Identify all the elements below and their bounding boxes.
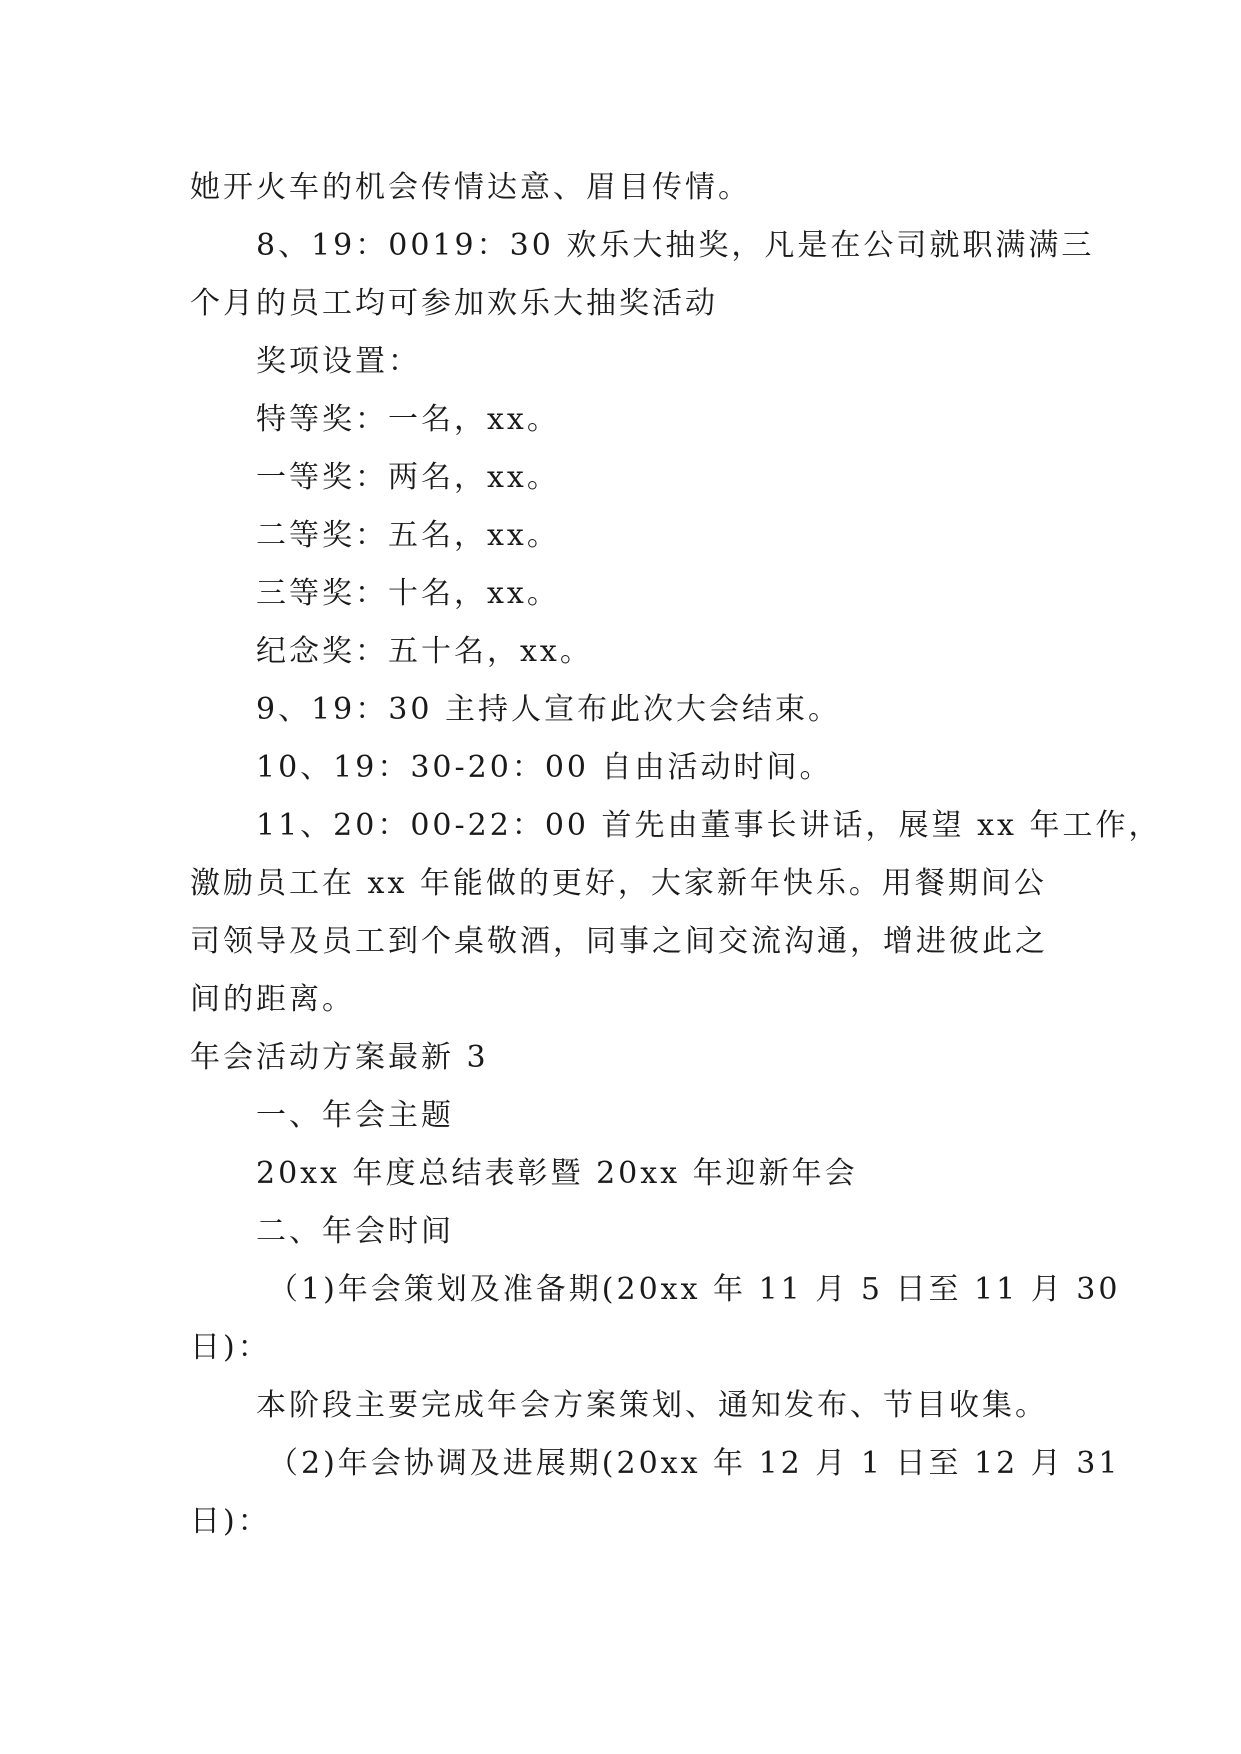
prize-line: 特等奖：一名，xx。 <box>256 402 560 437</box>
paragraph-line: 11、20：00-22：00 首先由董事长讲话，展望 xx 年工作， <box>256 808 1162 843</box>
paragraph-line: 个月的员工均可参加欢乐大抽奖活动 <box>190 286 718 321</box>
paragraph-line: 激励员工在 xx 年能做的更好，大家新年快乐。用餐期间公 <box>190 866 1047 901</box>
paragraph-line: 司领导及员工到个桌敬酒，同事之间交流沟通，增进彼此之 <box>190 924 1048 959</box>
paragraph-line: 本阶段主要完成年会方案策划、通知发布、节目收集。 <box>256 1388 1048 1423</box>
paragraph-line: 10、19：30-20：00 自由活动时间。 <box>256 750 833 785</box>
prize-line: 一等奖：两名，xx。 <box>256 460 560 495</box>
paragraph-line: 20xx 年度总结表彰暨 20xx 年迎新年会 <box>256 1156 858 1191</box>
paragraph-line: 日)： <box>190 1330 271 1365</box>
paragraph-line: 日)： <box>190 1504 271 1539</box>
paragraph-line: 9、19：30 主持人宣布此次大会结束。 <box>256 692 841 727</box>
paragraph-line: 8、19：0019：30 欢乐大抽奖，凡是在公司就职满满三 <box>256 228 1095 263</box>
subsection-heading: 一、年会主题 <box>256 1098 454 1133</box>
paragraph-line: 间的距离。 <box>190 982 355 1017</box>
prize-line: 二等奖：五名，xx。 <box>256 518 560 553</box>
section-heading: 年会活动方案最新 3 <box>190 1040 489 1075</box>
prize-line: 三等奖：十名，xx。 <box>256 576 560 611</box>
subsection-heading: 二、年会时间 <box>256 1214 454 1249</box>
paragraph-line: （1)年会策划及准备期(20xx 年 11 月 5 日至 11 月 30 <box>268 1272 1121 1307</box>
paragraph-line: （2)年会协调及进展期(20xx 年 12 月 1 日至 12 月 31 <box>268 1446 1121 1481</box>
paragraph-line: 奖项设置： <box>256 344 421 379</box>
prize-line: 纪念奖：五十名，xx。 <box>256 634 593 669</box>
paragraph-line: 她开火车的机会传情达意、眉目传情。 <box>190 170 751 205</box>
